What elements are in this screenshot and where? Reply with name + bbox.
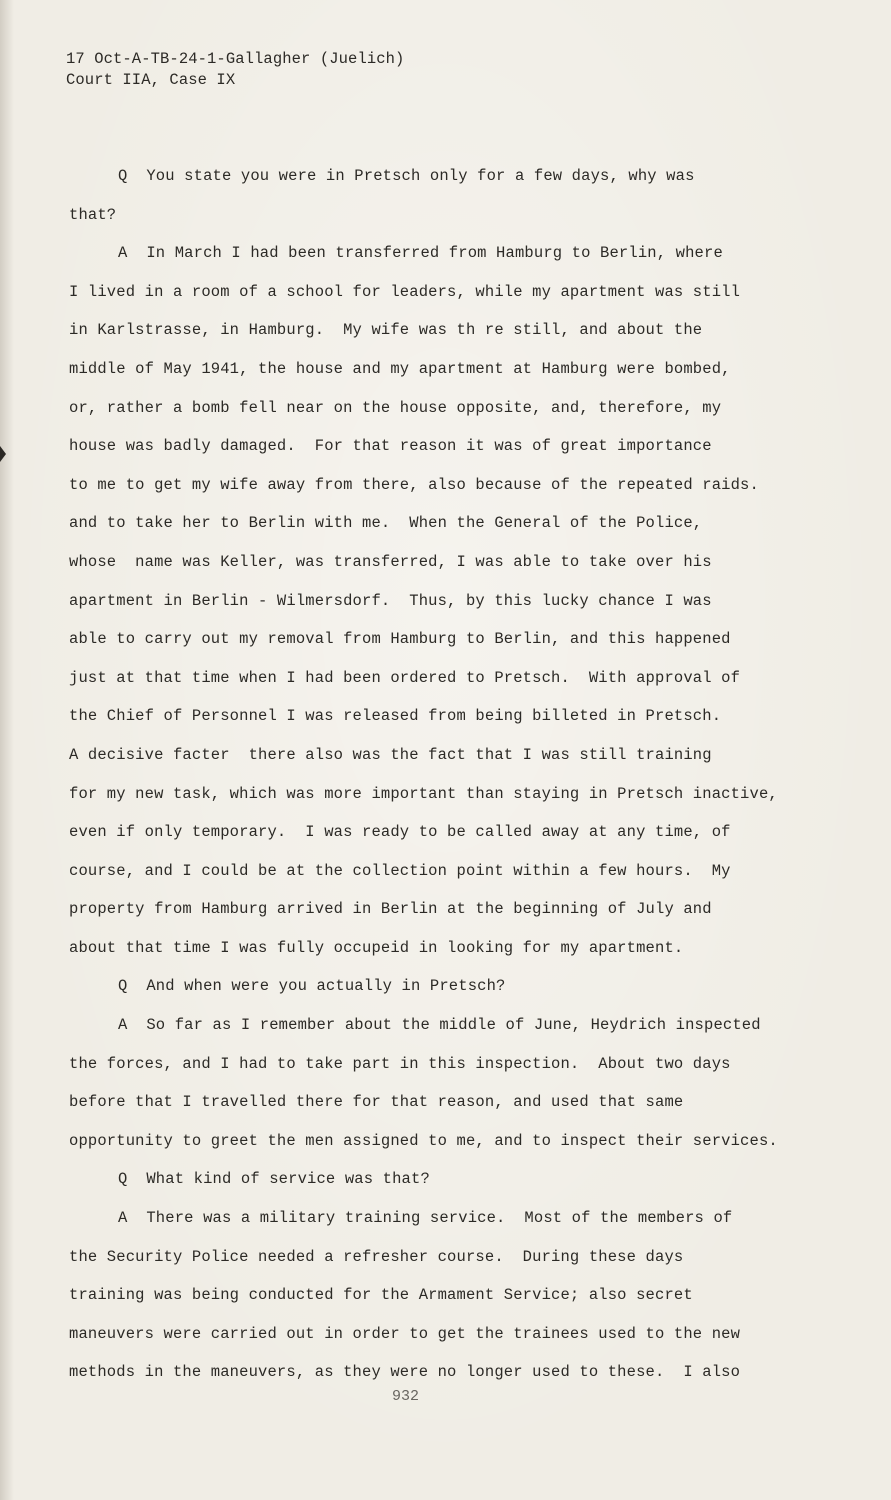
transcript-line: house was badly damaged. For that reason it was of great importance	[69, 437, 712, 456]
transcript-line: to me to get my wife away from there, also because of the repeated raids.	[69, 475, 759, 494]
transcript-line: methods in the maneuvers, as they were no longer used to these. I also	[69, 1363, 741, 1382]
transcript-line: for my new task, which was more important than staying in Pretsch inactive,	[69, 784, 778, 803]
transcript-line: A So far as I remember about the middle of June, Heydrich inspected	[118, 1016, 761, 1035]
page-edge-shadow	[0, 0, 14, 1500]
transcript-line: middle of May 1941, the house and my apartment at Hamburg were bombed,	[69, 359, 731, 378]
transcript-line: just at that time when I had been ordered to Pretsch. With approval of	[69, 668, 741, 687]
transcript-line: I lived in a room of a school for leaders, while my apartment was still	[69, 282, 741, 301]
document-header	[66, 49, 404, 91]
transcript-line: maneuvers were carried out in order to get the trainees used to the new	[69, 1324, 741, 1343]
transcript-line: even if only temporary. I was ready to be called away at any time, of	[69, 823, 731, 842]
transcript-line: able to carry out my removal from Hamburg to Berlin, and this happened	[69, 630, 731, 649]
header-court: Court IIA, Case IX	[66, 71, 236, 89]
transcript-line: the Chief of Personnel I was released from being billeted in Pretsch.	[69, 707, 722, 726]
transcript-line: A In March I had been transferred from Hamburg to Berlin, where	[118, 244, 723, 263]
transcript-line: course, and I could be at the collection point within a few hours. My	[69, 861, 731, 880]
transcript-line: in Karlstrasse, in Hamburg. My wife was th re still, and about the	[69, 321, 703, 340]
transcript-line: and to take her to Berlin with me. When the General of the Police,	[69, 514, 703, 533]
transcript-line: or, rather a bomb fell near on the house opposite, and, therefore, my	[69, 398, 722, 417]
transcript-line: whose name was Keller, was transferred, I was able to take over his	[69, 552, 712, 571]
transcript-line: about that time I was fully occupeid in looking for my apartment.	[69, 938, 684, 957]
transcript-line: A There was a military training service. Most of the members of	[118, 1209, 733, 1228]
transcript-line: A decisive facter there also was the fact that I was still training	[69, 745, 712, 764]
transcript-line: property from Hamburg arrived in Berlin at the beginning of July and	[69, 900, 712, 919]
transcript-line: the Security Police needed a refresher course. During these days	[69, 1247, 684, 1266]
transcript-line: Q And when were you actually in Pretsch?	[118, 977, 506, 996]
header-reference: 17 Oct-A-TB-24-1-Gallagher (Juelich)	[66, 50, 405, 68]
transcript-line: before that I travelled there for that reason, and used that same	[69, 1093, 684, 1112]
transcript-line: Q You state you were in Pretsch only for a few days, why was	[118, 167, 695, 185]
transcript-line: the forces, and I had to take part in this inspection. About two days	[69, 1054, 731, 1073]
transcript-line: training was being conducted for the Armament Service; also secret	[69, 1286, 693, 1305]
transcript-line: apartment in Berlin - Wilmersdorf. Thus, by this lucky chance I was	[69, 591, 712, 610]
page-number: 932	[392, 1388, 420, 1405]
transcript-body	[69, 163, 799, 1398]
transcript-line: Q What kind of service was that?	[118, 1170, 430, 1189]
transcript-line: that?	[69, 205, 117, 224]
transcript-line: opportunity to greet the men assigned to me, and to inspect their services.	[69, 1131, 778, 1150]
